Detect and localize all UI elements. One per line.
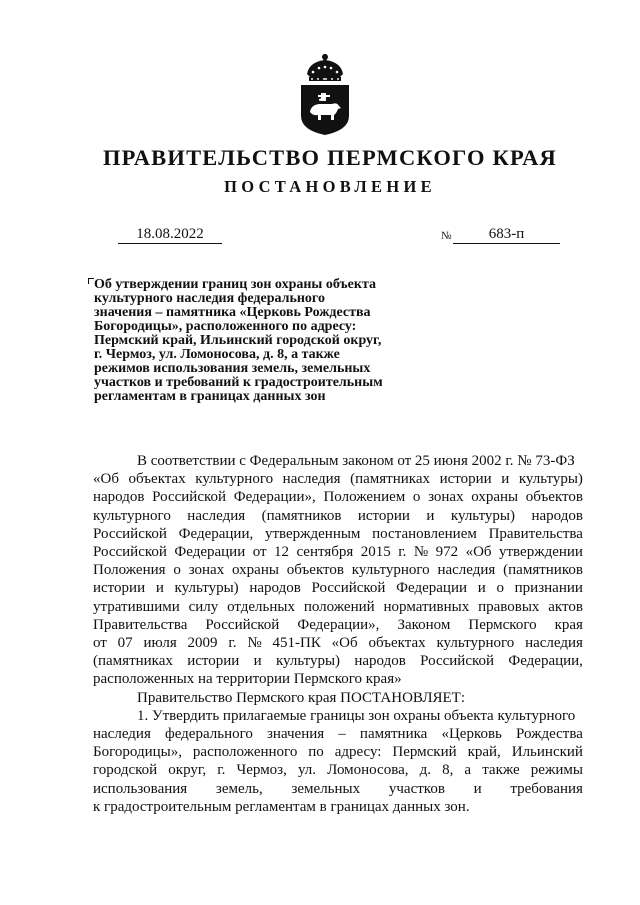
- body-line: городской округ, г. Чермоз, ул. Ломоносова, д. 8, а также режимы: [93, 762, 583, 779]
- body-line: Правительства Российской Федерации», Законом Пермского края: [93, 616, 583, 633]
- body-line: Богородицы», расположенного по адресу: Пермский край, Ильинский: [93, 744, 583, 761]
- body-line: использования земель, земельных участков и требования: [93, 780, 583, 797]
- document-body: [93, 452, 583, 816]
- perm-krai-coat-of-arms-icon: [299, 54, 351, 136]
- subject-line: Богородицы», расположенного по адресу:: [94, 319, 357, 334]
- body-line: истории и культуры) народов Российской Федерации и о признании: [93, 580, 583, 597]
- organization-title: ПРАВИТЕЛЬСТВО ПЕРМСКОГО КРАЯ: [102, 145, 558, 170]
- body-line: утратившими силу отдельных положений нормативных правовых актов: [93, 598, 583, 615]
- body-line: к градостроительным регламентам в границах данных зон.: [93, 798, 470, 815]
- body-line: народов Российской Федерации», Положением о зонах охраны объектов: [93, 489, 583, 506]
- body-line: Положения о зонах охраны объектов культурного наследия (памятников: [93, 562, 583, 579]
- subject-line: режимов использования земель, земельных: [94, 361, 371, 376]
- subject-line: Пермский край, Ильинский городской округ,: [94, 333, 382, 348]
- body-line: Российской Федерации, утвержденным постановлением Правительства: [93, 525, 583, 542]
- subject-line: регламентам в границах данных зон: [94, 389, 326, 404]
- body-line: от 07 июля 2009 г. № 451-ПК «Об объектах культурного наследия: [93, 635, 583, 652]
- body-line: Российской Федерации от 12 сентября 2015 г. № 972 «Об утверждении: [93, 544, 583, 561]
- number-sign: №: [441, 230, 452, 242]
- document-type-title: ПОСТАНОВЛЕНИЕ: [224, 177, 436, 196]
- body-line: Правительство Пермского края ПОСТАНОВЛЯЕТ:: [137, 689, 466, 706]
- subject-line: Об утверждении границ зон охраны объекта: [94, 277, 377, 292]
- subject-line: г. Чермоз, ул. Ломоносова, д. 8, а также: [94, 347, 340, 362]
- body-line: наследия федерального значения – памятника «Церковь Рождества: [93, 726, 583, 743]
- body-line: расположенных на территории Пермского края»: [93, 671, 402, 688]
- body-line: культурного наследия (памятников истории и культуры) народов: [93, 507, 583, 524]
- document-number: 683-п: [453, 226, 560, 244]
- body-line: 1. Утвердить прилагаемые границы зон охраны объекта культурного: [137, 707, 576, 724]
- document-date: 18.08.2022: [118, 226, 222, 244]
- subject-line: значения – памятника «Церковь Рождества: [94, 305, 371, 320]
- body-line: (памятниках истории и культуры) народов Российской Федерации,: [93, 653, 583, 670]
- subject-line: культурного наследия федерального: [94, 291, 325, 306]
- body-line: В соответствии с Федеральным законом от 25 июня 2002 г. № 73-ФЗ: [137, 453, 575, 469]
- subject-line: участков и требований к градостроительным: [94, 375, 383, 390]
- document-subject: [94, 278, 424, 404]
- body-line: «Об объектах культурного наследия (памятниках истории и культуры): [93, 471, 583, 488]
